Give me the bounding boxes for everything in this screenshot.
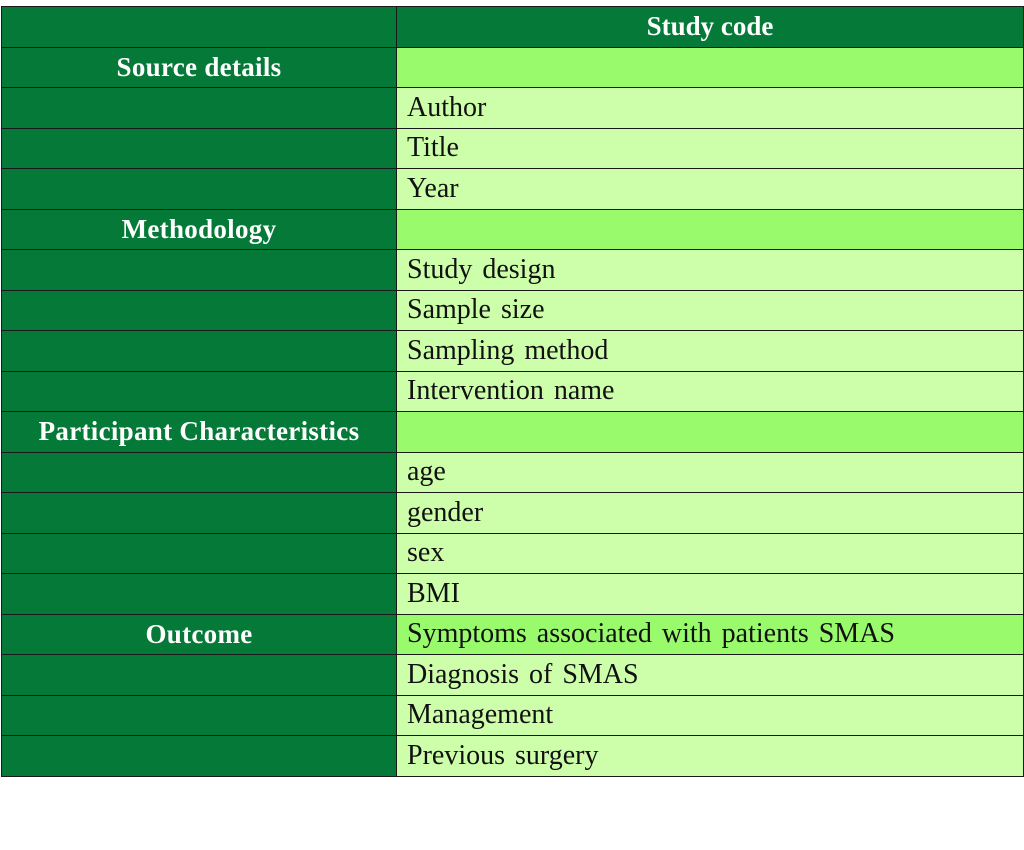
field-cell [397,209,1024,250]
field-cell: Study design [397,250,1024,291]
table-row [2,47,1024,88]
table-body [2,47,1024,776]
category-cell [2,695,397,736]
table-row [2,533,1024,574]
table-row [2,412,1024,453]
category-cell [2,169,397,210]
category-cell [2,250,397,291]
table-row [2,614,1024,655]
field-cell: Year [397,169,1024,210]
field-cell: Symptoms associated with patients SMAS [397,614,1024,655]
category-cell [2,736,397,777]
table-row [2,736,1024,777]
field-cell: age [397,452,1024,493]
field-cell: gender [397,493,1024,534]
field-cell [397,47,1024,88]
field-cell: BMI [397,574,1024,615]
table-row [2,452,1024,493]
header-left-cell [2,7,397,48]
field-cell: Previous surgery [397,736,1024,777]
table-row [2,371,1024,412]
category-cell [2,371,397,412]
table-row [2,88,1024,129]
category-cell [2,574,397,615]
table-row [2,493,1024,534]
field-cell: sex [397,533,1024,574]
field-cell: Author [397,88,1024,129]
header-study-code: Study code [397,7,1024,48]
field-cell: Title [397,128,1024,169]
category-cell [2,290,397,331]
table-row [2,209,1024,250]
field-cell: Management [397,695,1024,736]
category-cell [2,533,397,574]
category-cell: Participant Characteristics [2,412,397,453]
table-row [2,331,1024,372]
table-row [2,169,1024,210]
field-cell [397,412,1024,453]
category-cell: Outcome [2,614,397,655]
table-row [2,128,1024,169]
table-row [2,290,1024,331]
table-row [2,695,1024,736]
table-row [2,250,1024,291]
category-cell [2,655,397,696]
category-cell: Methodology [2,209,397,250]
data-extraction-table [1,6,1024,777]
category-cell [2,88,397,129]
category-cell: Source details [2,47,397,88]
field-cell: Intervention name [397,371,1024,412]
field-cell: Diagnosis of SMAS [397,655,1024,696]
category-cell [2,331,397,372]
table-row [2,574,1024,615]
category-cell [2,493,397,534]
category-cell [2,452,397,493]
category-cell [2,128,397,169]
field-cell: Sampling method [397,331,1024,372]
header-row [2,7,1024,48]
table-row [2,655,1024,696]
field-cell: Sample size [397,290,1024,331]
